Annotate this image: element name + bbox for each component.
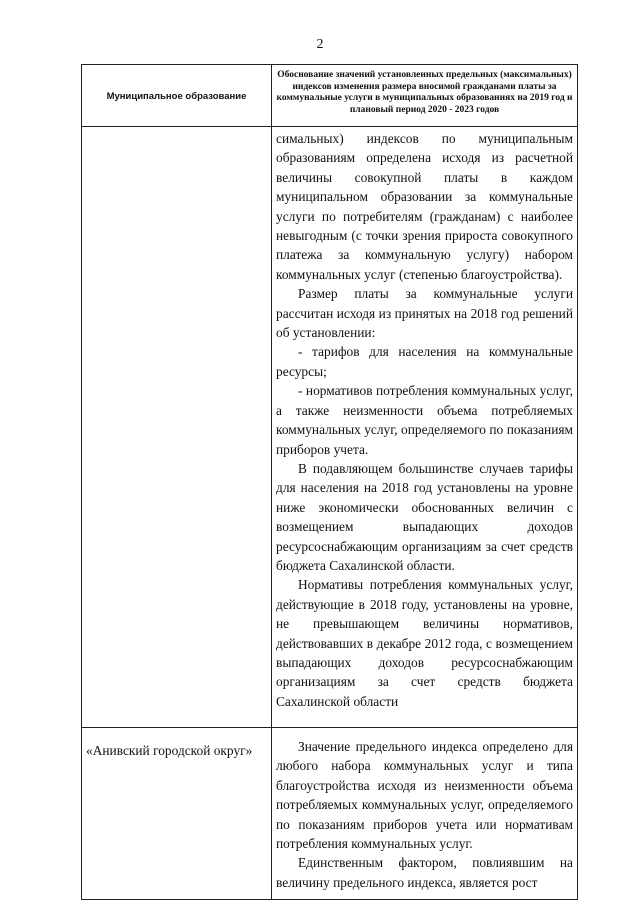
municipality-name: «Анивский городской округ»: [86, 743, 253, 758]
table-header-row: [82, 65, 578, 127]
justification-cell: [272, 127, 578, 728]
page-number: 2: [316, 37, 324, 52]
paragraph: Размер платы за коммунальные услуги рассчитан исходя из принятых на 2018 год решений об установлении:: [276, 286, 573, 341]
paragraph: Единственным фактором, повлиявшим на величину предельного индекса, является рост: [276, 855, 573, 890]
paragraph: - нормативов потребления коммунальных услуг, а также неизменности объема потребляемых коммунальных услуг, определяемого по показаниям приборов учета.: [276, 383, 573, 457]
municipality-cell: [82, 728, 272, 900]
paragraph: В подавляющем большинстве случаев тарифы для населения на 2018 год установлены на уровне ниже экономически обоснованных величин с возмещением выпадающих доходов ресурсоснабжающим организациям за счет средств бюджета Сахалинской области.: [276, 460, 573, 573]
paragraph: симальных) индексов по муниципальным образованиям определена исходя из расчетной величины совокупной платы в каждом муниципальном образовании за коммунальные услуги по потребителям (гражданам) с наиболее невыгодным (с точки зрения прироста совокупного платежа за коммунальную услугу) набором коммунальных услуг (степенью благоустройства).: [276, 131, 573, 282]
header-justification-label: Обоснование значений установленных предельных (максимальных) индексов изменения размера вносимой гражданами платы за коммунальные услуги в муниципальных образованиях на 2019 год и плановый период 2020 - 2023 годов: [276, 70, 573, 115]
paragraph: Нормативы потребления коммунальных услуг, действующие в 2018 году, установлены на уровне, не превышающем величины нормативов, действовавших в декабре 2012 года, с возмещением выпадающих доходов ресурсоснабжающим организациям за счет средств бюджета Сахалинской области: [276, 577, 573, 709]
justification-cell: [272, 728, 578, 900]
paragraph: Значение предельного индекса определено для любого набора коммунальных услуг и типа благоустройства исходя из неизменности объема потребляемых коммунальных услуг, определяемого по показаниям приборов учета или нормативам потребления коммунальных услуг.: [276, 739, 573, 852]
justification-table: [81, 64, 578, 900]
municipality-cell: [82, 127, 272, 728]
header-municipality: [82, 65, 272, 127]
table-row: [82, 728, 578, 900]
header-justification: [272, 65, 578, 127]
municipality-name: [82, 127, 271, 140]
header-municipality-label: Муниципальное образование: [106, 91, 247, 102]
paragraph: - тарифов для населения на коммунальные ресурсы;: [276, 344, 573, 379]
table-row: [82, 127, 578, 728]
